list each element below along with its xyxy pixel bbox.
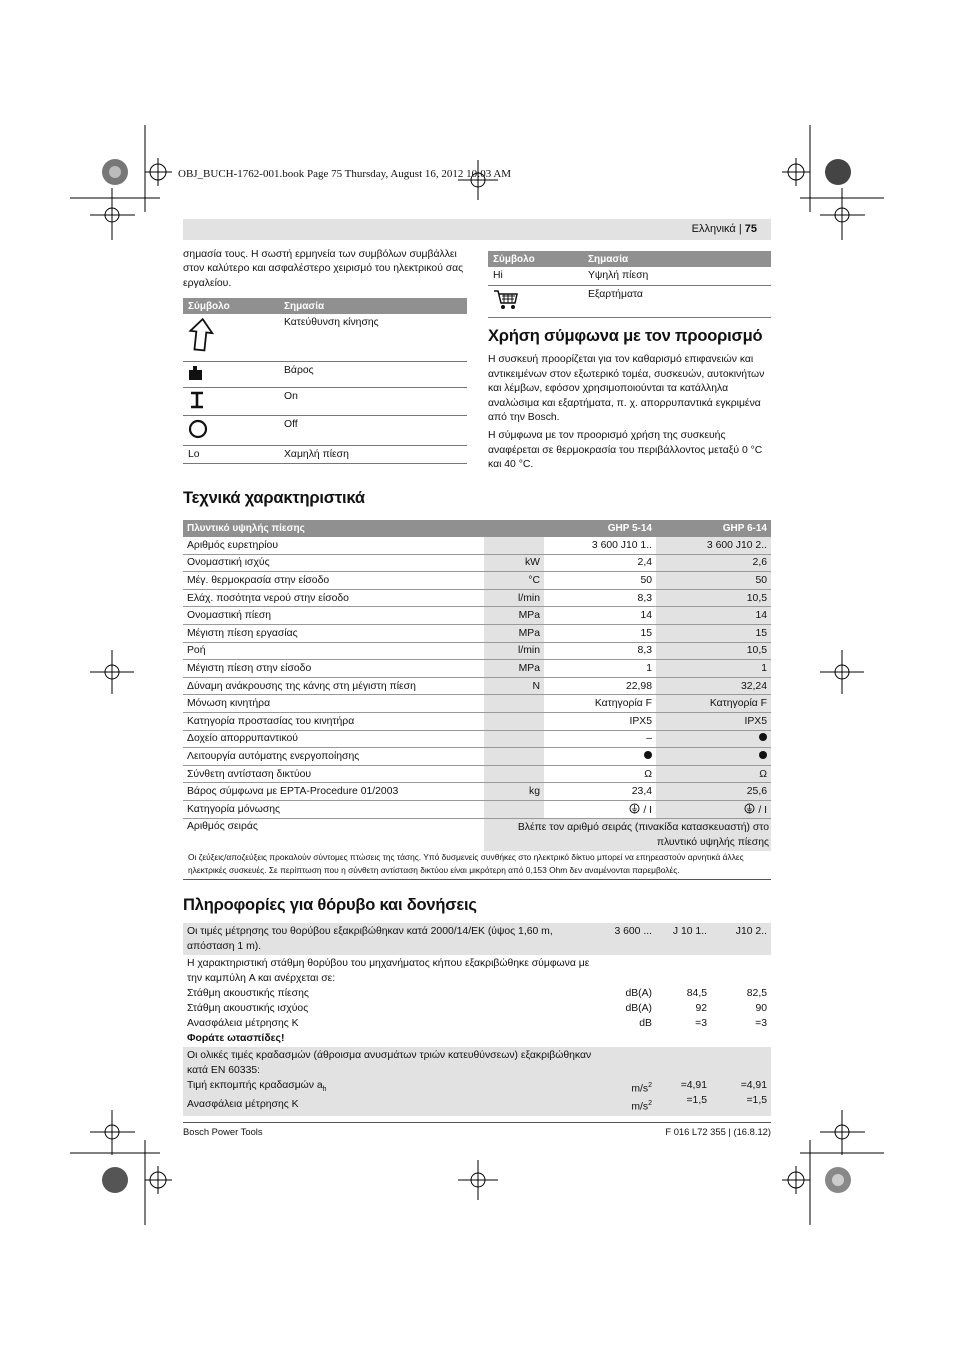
spec-unit [484, 748, 544, 766]
table-row [183, 818, 771, 851]
spec-unit [484, 730, 544, 748]
vibration-units [602, 1047, 656, 1116]
on-switch-icon [188, 391, 206, 409]
spec-label: Μέγ. θερμοκρασία στην είσοδο [183, 572, 484, 590]
header-separator: | [738, 223, 742, 235]
table-row [183, 748, 771, 766]
table-row [183, 589, 771, 607]
footnote-divider [183, 879, 771, 880]
noise-row-2-text [183, 955, 602, 1047]
spec-label: Σύνθετη αντίσταση δικτύου [183, 765, 484, 783]
table-header-row [488, 251, 771, 267]
spec-label: Λειτουργία αυτόματης ενεργοποίησης [183, 748, 484, 766]
col-product: Πλυντικό υψηλής πίεσης [183, 520, 484, 537]
col-unit [484, 520, 544, 537]
symbol-cell: Hi [488, 267, 583, 285]
spec-unit [484, 712, 544, 730]
noise-col-3: J10 2.. [711, 923, 771, 955]
table-row [183, 415, 467, 445]
noise-v2-3: =3 [755, 1018, 767, 1029]
arrow-up-direction-icon [188, 317, 214, 353]
vibration-text [183, 1047, 602, 1116]
footer-divider [183, 1122, 771, 1123]
table-row [183, 660, 771, 678]
spec-unit: °C [484, 572, 544, 590]
noise-title: Πληροφορίες για θόρυβο και δονήσεις [183, 896, 477, 914]
meaning-cell: Υψηλή πίεση [583, 267, 771, 285]
spec-label: Κατηγορία μόνωσης [183, 800, 484, 818]
noise-vibration-table [183, 923, 771, 1116]
spec-value-2: Κατηγορία F [656, 695, 771, 713]
vibration-k-label: Ανασφάλεια μέτρησης K [187, 1099, 299, 1111]
meaning-cell: On [279, 387, 467, 415]
table-row [183, 955, 771, 1047]
page-number-label [692, 223, 757, 235]
table-row [183, 677, 771, 695]
table-row [183, 554, 771, 572]
bullet-dot-icon [759, 733, 767, 741]
table-header-row [183, 520, 771, 537]
spec-value-1: 2,4 [544, 554, 656, 572]
spec-unit: l/min [484, 589, 544, 607]
spec-value-1 [544, 800, 656, 818]
spec-value-1: 22,98 [544, 677, 656, 695]
symbol-cell [183, 361, 279, 387]
spec-label: Δοχείο απορρυπαντικού [183, 730, 484, 748]
vibration-v1: =4,91 [680, 1080, 707, 1091]
spec-label: Δύναμη ανάκρουσης της κάνης στη μέγιστη πίεση [183, 677, 484, 695]
spec-label: Ελάχ. ποσότητα νερού στην είσοδο [183, 589, 484, 607]
table-row [183, 712, 771, 730]
spec-label: Ονομαστική ισχύς [183, 554, 484, 572]
noise-v2-2: 90 [755, 1003, 767, 1014]
serial-value: Βλέπε τον αριθμό σειράς (πινακίδα κατασκευαστή) στο πλυντικό υψηλής πίεσης [484, 818, 771, 851]
page-number: 75 [744, 223, 757, 235]
spec-value-2: 1 [656, 660, 771, 678]
spec-unit: N [484, 677, 544, 695]
accessories-cart-icon [493, 289, 519, 311]
spec-label: Ονομαστική πίεση [183, 607, 484, 625]
spec-label: Μόνωση κινητήρα [183, 695, 484, 713]
spec-value-2: 10,5 [656, 642, 771, 660]
spec-value-2: 25,6 [656, 783, 771, 801]
spec-value-2: 3 600 J10 2.. [656, 537, 771, 554]
table-row [183, 695, 771, 713]
spec-value-2 [656, 730, 771, 748]
spec-value-2: 14 [656, 607, 771, 625]
noise-v1-3: =3 [695, 1018, 707, 1029]
spec-unit [484, 765, 544, 783]
symbol-cell: Lo [183, 445, 279, 463]
vibration-values-2 [711, 1047, 771, 1116]
bullet-dot-icon [644, 751, 652, 759]
table-row [183, 387, 467, 415]
spec-value-2: 32,24 [656, 677, 771, 695]
spec-unit [484, 695, 544, 713]
ear-protection-warning: Φοράτε ωτασπίδες! [187, 1033, 285, 1044]
spec-value-2: Ω [656, 765, 771, 783]
noise-col-2: J 10 1.. [656, 923, 711, 955]
footer-right: F 016 L72 355 | (16.8.12) [665, 1126, 771, 1137]
vibration-k-unit: $m/s^2$ [631, 1100, 652, 1113]
intended-use-paragraph-1: Η συσκευή προορίζεται για τον καθαρισμό επιφανειών και αντικειμένων στον εξωτερικό τομέα, συσκευών, αυτοκινήτων και λέμβων, εφόσον χρησιμοποιούνται τα κατάλληλα αναλώσιμα και εξαρτήματα, π. χ. απορρυπαντικά εγκριμένα από την Bosch. [488, 354, 765, 424]
vibration-values-1 [656, 1047, 711, 1116]
noise-v2-1: 82,5 [746, 988, 767, 999]
intended-use-paragraph-2: Η σύμφωνα με τον προορισμό χρήση της συσκευής αναφέρεται σε θερμοκρασία του περιβάλλοντος μεταξύ 0 °C και 40 °C. [488, 430, 763, 471]
col-model-2: GHP 6-14 [656, 520, 771, 537]
col-symbol: Σύμβολο [488, 251, 583, 267]
meaning-cell: Εξαρτήματα [583, 285, 771, 317]
spec-value-1: 14 [544, 607, 656, 625]
noise-unit-3: dB [639, 1018, 652, 1029]
spec-value-1: IPX5 [544, 712, 656, 730]
footer-left: Bosch Power Tools [183, 1126, 263, 1137]
noise-col-1: 3 600 ... [602, 923, 656, 955]
spec-value-1: 8,3 [544, 642, 656, 660]
meaning-cell: Βάρος [279, 361, 467, 387]
protection-class-text: / I [758, 804, 767, 816]
table-row [183, 923, 771, 955]
table-row [183, 361, 467, 387]
meaning-cell: Χαμηλή πίεση [279, 445, 467, 463]
spec-value-2 [656, 800, 771, 818]
noise-unit-2: dB(A) [625, 1003, 652, 1014]
symbol-table-left [183, 298, 467, 464]
table-row [183, 314, 467, 361]
spec-unit [484, 537, 544, 554]
spec-value-1: Κατηγορία F [544, 695, 656, 713]
spec-value-1: 50 [544, 572, 656, 590]
symbol-cell [183, 415, 279, 445]
intro-text: σημασία τους. Η σωστή ερμηνεία των συμβόλων συμβάλλει στον καλύτερο και ασφαλέστερο χειρισμό του ηλεκτρικού σας εργαλείου. [183, 249, 464, 289]
table-row [183, 624, 771, 642]
protection-class-icon [744, 803, 755, 814]
header-language: Ελληνικά [691, 223, 736, 235]
vibration-k-v1: =1,5 [686, 1095, 707, 1106]
spec-value-1: 1 [544, 660, 656, 678]
spec-unit: MPa [484, 660, 544, 678]
col-model-1: GHP 5-14 [544, 520, 656, 537]
spec-value-2 [656, 748, 771, 766]
spec-value-1: 23,4 [544, 783, 656, 801]
vibration-label: Τιμή εκπομπής κραδασμών $a_h$ [187, 1080, 327, 1094]
noise-values-1 [656, 955, 711, 1047]
spec-value-2: 10,5 [656, 589, 771, 607]
noise-label-3: Ανασφάλεια μέτρησης K [187, 1018, 299, 1029]
symbol-table-right [488, 251, 771, 318]
tech-footnote: Οι ζεύξεις/αποζεύξεις προκαλούν σύντομες πτώσεις της τάσης. Υπό δυσμενείς συνθήκες στο ηλεκτρικό δίκτυο μπορεί να επηρεαστούν αρνητικά άλλες ηλεκτρικές συσκευές. Σε περίπτωση που η σύνθετη αντίσταση δικτύου είναι μικρότερη από 0,153 Ohm δεν αναμένονται παρεμβολές. [188, 852, 744, 875]
noise-intro: Η χαρακτηριστική στάθμη θορύβου του μηχανήματος κήπου εξακριβώθηκε σύμφωνα με την καμπύλη A και ανέρχεται σε: [187, 958, 590, 984]
table-row [183, 537, 771, 554]
meaning-cell: Off [279, 415, 467, 445]
spec-value-1: 15 [544, 624, 656, 642]
noise-v1-1: 84,5 [686, 988, 707, 999]
spec-unit: kW [484, 554, 544, 572]
symbol-cell [183, 387, 279, 415]
col-symbol: Σύμβολο [183, 298, 279, 314]
meaning-cell: Κατεύθυνση κίνησης [279, 314, 467, 361]
spec-value-2: 15 [656, 624, 771, 642]
symbol-cell [183, 314, 279, 361]
noise-v1-2: 92 [695, 1003, 707, 1014]
spec-value-1: 3 600 J10 1.. [544, 537, 656, 554]
noise-units [602, 955, 656, 1047]
table-row [183, 642, 771, 660]
spec-label: Μέγιστη πίεση στην είσοδο [183, 660, 484, 678]
table-row [183, 1047, 771, 1116]
table-row [488, 267, 771, 285]
spec-unit: kg [484, 783, 544, 801]
intended-use-title: Χρήση σύμφωνα με τον προορισμό [488, 327, 763, 345]
spec-unit [484, 800, 544, 818]
spec-unit: MPa [484, 624, 544, 642]
vibration-intro: Οι ολικές τιμές κραδασμών (άθροισμα ανυσμάτων τριών κατευθύνσεων) εξακριβώθηκαν κατά EN 60335: [187, 1050, 592, 1076]
book-info-line: OBJ_BUCH-1762-001.book Page 75 Thursday, August 16, 2012 10:03 AM [178, 168, 512, 180]
col-meaning: Σημασία [279, 298, 467, 314]
serial-label: Αριθμός σειράς [187, 820, 258, 832]
noise-label-1: Στάθμη ακουστικής πίεσης [187, 988, 309, 999]
table-row [488, 285, 771, 317]
vibration-v2: =4,91 [740, 1080, 767, 1091]
table-row [183, 783, 771, 801]
symbol-cell [488, 285, 583, 317]
noise-values-2 [711, 955, 771, 1047]
spec-unit: l/min [484, 642, 544, 660]
noise-row-1-text: Οι τιμές μέτρησης του θορύβου εξακριβώθηκαν κατά 2000/14/ΕΚ (ύψος 1,60 m, απόσταση 1 m). [183, 923, 602, 955]
off-switch-icon [188, 419, 208, 439]
spec-value-1: Ω [544, 765, 656, 783]
spec-value-1 [544, 748, 656, 766]
table-row [183, 800, 771, 818]
vibration-k-v2: =1,5 [746, 1095, 767, 1106]
spec-label: Ροή [183, 642, 484, 660]
table-row [183, 572, 771, 590]
tech-specs-table [183, 520, 771, 851]
table-row [183, 445, 467, 463]
vibration-unit: $m/s^2$ [631, 1082, 652, 1095]
protection-class-text: / I [643, 804, 652, 816]
table-row [183, 607, 771, 625]
noise-unit-1: dB(A) [625, 988, 652, 999]
spec-label: Μέγιστη πίεση εργασίας [183, 624, 484, 642]
spec-value-2: 2,6 [656, 554, 771, 572]
spec-value-2: 50 [656, 572, 771, 590]
spec-unit: MPa [484, 607, 544, 625]
page-header [183, 219, 771, 240]
bullet-dot-icon [759, 751, 767, 759]
spec-label: Βάρος σύμφωνα με EPTA-Procedure 01/2003 [183, 783, 484, 801]
protection-class-icon [629, 803, 640, 814]
spec-label: Κατηγορία προστασίας του κινητήρα [183, 712, 484, 730]
noise-label-2: Στάθμη ακουστικής ισχύος [187, 1003, 309, 1014]
table-row [183, 765, 771, 783]
table-header-row [183, 298, 467, 314]
tech-specs-title: Τεχνικά χαρακτηριστικά [183, 489, 365, 507]
spec-label: Αριθμός ευρετηρίου [183, 537, 484, 554]
spec-value-2: IPX5 [656, 712, 771, 730]
col-meaning: Σημασία [583, 251, 771, 267]
spec-value-1: 8,3 [544, 589, 656, 607]
spec-value-1: – [544, 730, 656, 748]
weight-icon [188, 365, 204, 381]
table-row [183, 730, 771, 748]
